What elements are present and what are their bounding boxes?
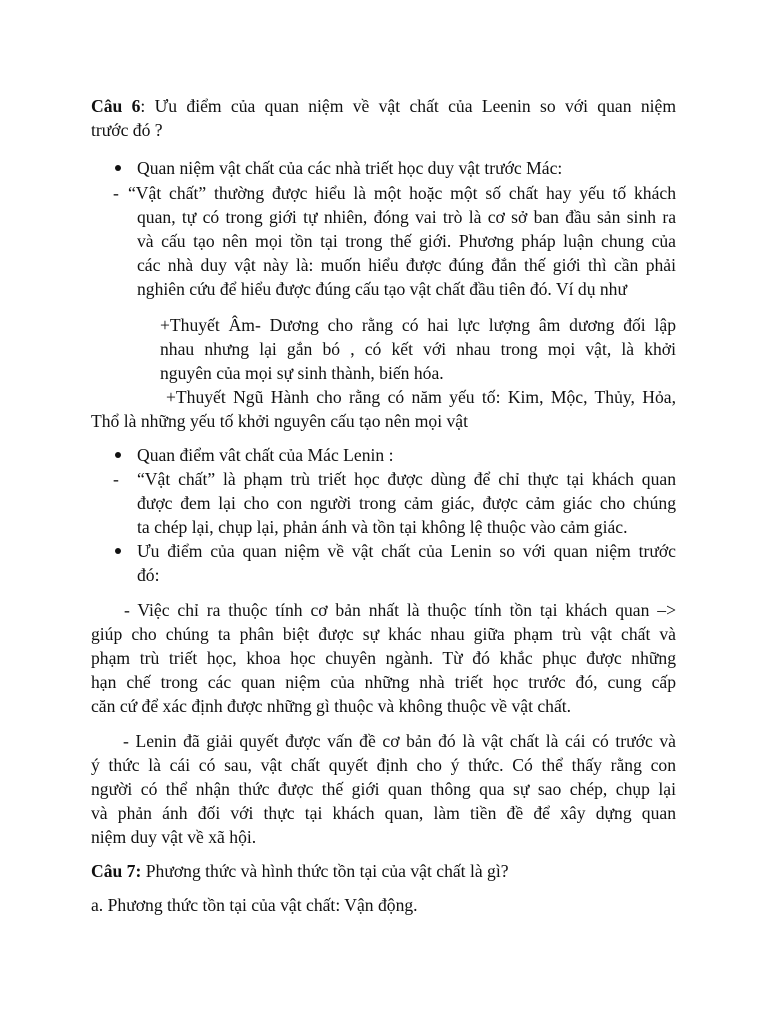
bullet-2-text: Quan điểm vât chất của Mác Lenin : (137, 445, 394, 465)
bullet-3-text-line-2: đó: (137, 565, 160, 585)
section-1-para-line-1: “Vật chất” thường được hiểu là một hoặc một số chất hay yếu tố khách (128, 183, 676, 203)
bullet-1-dot (115, 165, 121, 171)
section-1-para-line-4: các nhà duy vật này là: muốn hiểu được đúng đắn thế giới thì cần phải (137, 255, 676, 275)
question-7-heading (91, 860, 509, 882)
section-1-para-line-3: và cấu tạo nên mọi tồn tại trong thế giới. Phương pháp luận chung của (137, 231, 676, 251)
question-7-text: Phương thức và hình thức tồn tại của vật chất là gì? (141, 861, 509, 881)
section-1-para-line-5: nghiên cứu để hiểu được đúng cấu tạo vật chất đầu tiên đó. Ví dụ như (137, 279, 628, 299)
section-3-para-1-line-2: giúp cho chúng ta phân biệt được sự khác nhau giữa phạm trù vật chất và (91, 624, 676, 644)
section-2-para-line-2: được đem lại cho con người trong cảm giác, được cảm giác cho chúng (137, 493, 676, 513)
section-1-para-line-2: quan, tự có trong giới tự nhiên, đóng vai trò là cơ sở ban đầu sản sinh ra (137, 207, 676, 227)
example-2-line-1: +Thuyết Ngũ Hành cho rằng có năm yếu tố: Kim, Mộc, Thủy, Hỏa, (166, 387, 676, 407)
question-6-text-1: : Ưu điểm của quan niệm về vật chất của Leenin so với quan niệm (140, 96, 677, 116)
section-3-para-1-line-4: hạn chế trong các quan niệm của những nhà triết học trước đó, cung cấp (91, 672, 676, 692)
section-2-para-line-1: “Vật chất” là phạm trù triết học được dùng để chỉ thực tại khách quan (137, 469, 676, 489)
section-3-para-1-line-3: phạm trù triết học, khoa học chuyên ngành. Từ đó khắc phục được những (91, 648, 676, 668)
section-2-dash: - (113, 469, 119, 489)
bullet-3-text-line-1: Ưu điểm của quan niệm về vật chất của Lenin so với quan niệm trước (137, 541, 676, 561)
bullet-2-dot (115, 452, 121, 458)
example-1-line-3: nguyên của mọi sự sinh thành, biến hóa. (160, 363, 444, 383)
section-3-para-2-line-5: niệm duy vật về xã hội. (91, 827, 257, 847)
section-2-para-line-3: ta chép lại, chụp lại, phản ánh và tồn tại không lệ thuộc vào cảm giác. (137, 517, 628, 537)
section-3-para-2-line-3: người có thể nhận thức được thế giới quan thông qua sự sao chép, chụp lại (91, 779, 676, 799)
bullet-3-dot (115, 548, 121, 554)
section-3-para-1-line-5: căn cứ để xác định được những gì thuộc và không thuộc về vật chất. (91, 696, 572, 716)
question-7-label: Câu 7: (91, 861, 142, 881)
question-6-text-2: trước đó ? (91, 120, 163, 140)
section-3-para-2-line-2: ý thức là cái có sau, vật chất quyết định cho ý thức. Có thể thấy rằng con (91, 755, 676, 775)
question-7-item-a: a. Phương thức tồn tại của vật chất: Vận động. (91, 895, 418, 915)
example-1-line-2: nhau nhưng lại gắn bó , có kết với nhau trong mọi vật, là khởi (160, 339, 676, 359)
bullet-1-text: Quan niệm vật chất của các nhà triết học duy vật trước Mác: (137, 158, 563, 178)
example-2-line-2: Thổ là những yếu tố khởi nguyên cấu tạo nên mọi vật (91, 411, 468, 431)
question-6-label: Câu 6 (91, 96, 141, 116)
section-3-para-2-line-4: và phản ánh đối với thực tại khách quan, làm tiền đề để xây dựng quan (91, 803, 676, 823)
example-1-line-1: +Thuyết Âm- Dương cho rằng có hai lực lượng âm dương đối lập (160, 315, 676, 335)
section-3-para-1-line-1: - Việc chỉ ra thuộc tính cơ bản nhất là thuộc tính tồn tại khách quan –> (124, 600, 676, 620)
question-6-heading (91, 95, 676, 117)
section-1-dash: - (113, 183, 119, 203)
section-3-para-2-line-1: - Lenin đã giải quyết được vấn đề cơ bản đó là vật chất là cái có trước và (123, 731, 676, 751)
